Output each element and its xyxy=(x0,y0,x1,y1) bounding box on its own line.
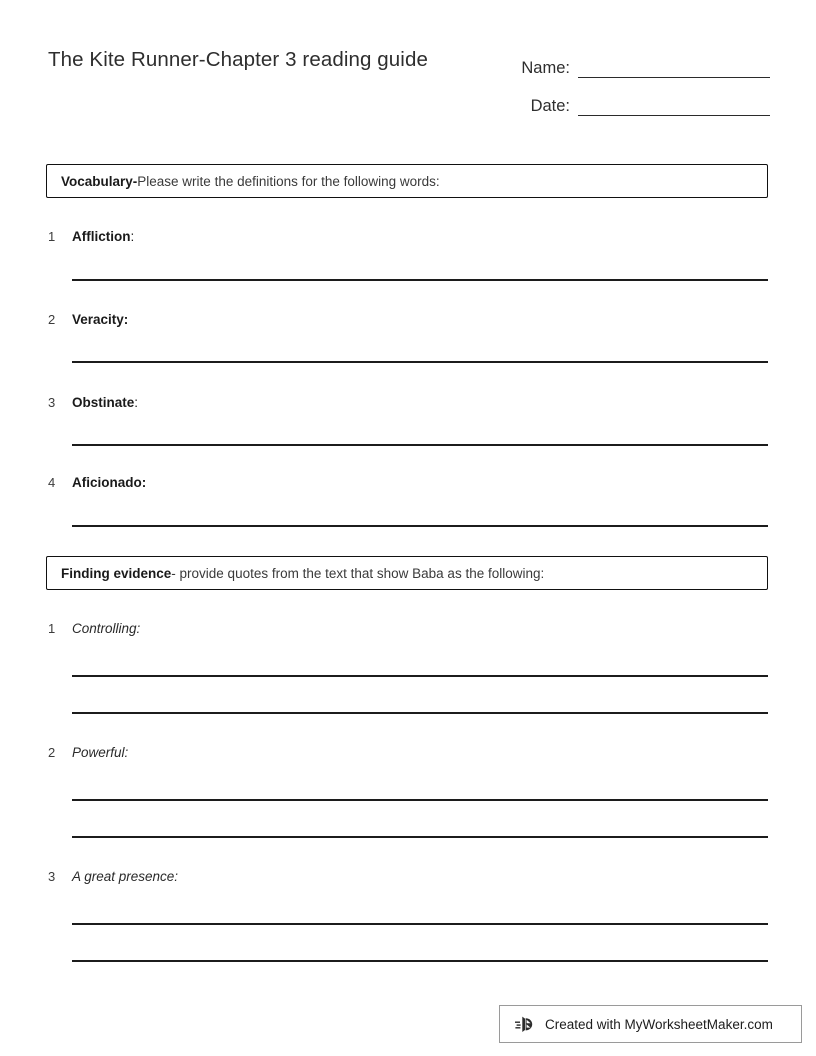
myworksheetmaker-logo-icon xyxy=(514,1013,536,1035)
answer-line[interactable] xyxy=(72,712,768,714)
list-item xyxy=(48,621,770,641)
name-field-row xyxy=(470,48,770,78)
answer-line[interactable] xyxy=(72,279,768,281)
item-number: 2 xyxy=(48,745,56,760)
answer-line[interactable] xyxy=(72,675,768,677)
header-fields xyxy=(470,48,770,124)
item-label: Obstinate xyxy=(72,395,135,410)
answer-line[interactable] xyxy=(72,836,768,838)
footer-attribution-badge[interactable] xyxy=(499,1005,802,1043)
section-heading-lead: Vocabulary- xyxy=(61,173,138,189)
list-item xyxy=(48,745,770,765)
date-field-row xyxy=(470,86,770,116)
section-heading-rest: Please write the definitions for the following words: xyxy=(137,173,440,189)
date-label: Date: xyxy=(530,96,570,115)
answer-line[interactable] xyxy=(72,960,768,962)
date-input-rule[interactable] xyxy=(578,115,770,116)
name-input-rule[interactable] xyxy=(578,77,770,78)
answer-line[interactable] xyxy=(72,361,768,363)
item-number: 2 xyxy=(48,312,56,327)
item-number: 3 xyxy=(48,869,56,884)
section-heading-rest: - provide quotes from the text that show Baba as the following: xyxy=(171,565,545,581)
section-header-finding-evidence xyxy=(46,556,768,590)
item-label: Affliction xyxy=(72,229,131,244)
list-item xyxy=(48,229,770,249)
footer-attribution-text: Created with MyWorksheetMaker.com xyxy=(545,1016,773,1032)
item-number: 3 xyxy=(48,395,56,410)
item-number: 4 xyxy=(48,475,56,490)
item-number: 1 xyxy=(48,229,56,244)
answer-line[interactable] xyxy=(72,923,768,925)
list-item xyxy=(48,312,770,332)
list-item xyxy=(48,869,770,889)
answer-line[interactable] xyxy=(72,799,768,801)
item-label: Controlling: xyxy=(72,621,141,636)
item-number: 1 xyxy=(48,621,56,636)
list-item xyxy=(48,395,770,415)
answer-line[interactable] xyxy=(72,444,768,446)
item-label: Powerful: xyxy=(72,745,129,760)
item-label: A great presence: xyxy=(72,869,179,884)
section-header-vocabulary xyxy=(46,164,768,198)
answer-line[interactable] xyxy=(72,525,768,527)
item-label: Aficionado: xyxy=(72,475,147,490)
item-punctuation: : xyxy=(130,229,135,244)
item-punctuation: : xyxy=(134,395,139,410)
list-item xyxy=(48,475,770,495)
item-label: Veracity: xyxy=(72,312,129,327)
section-heading-lead: Finding evidence xyxy=(61,565,172,581)
page-title: The Kite Runner-Chapter 3 reading guide xyxy=(48,48,428,71)
name-label: Name: xyxy=(521,58,570,77)
